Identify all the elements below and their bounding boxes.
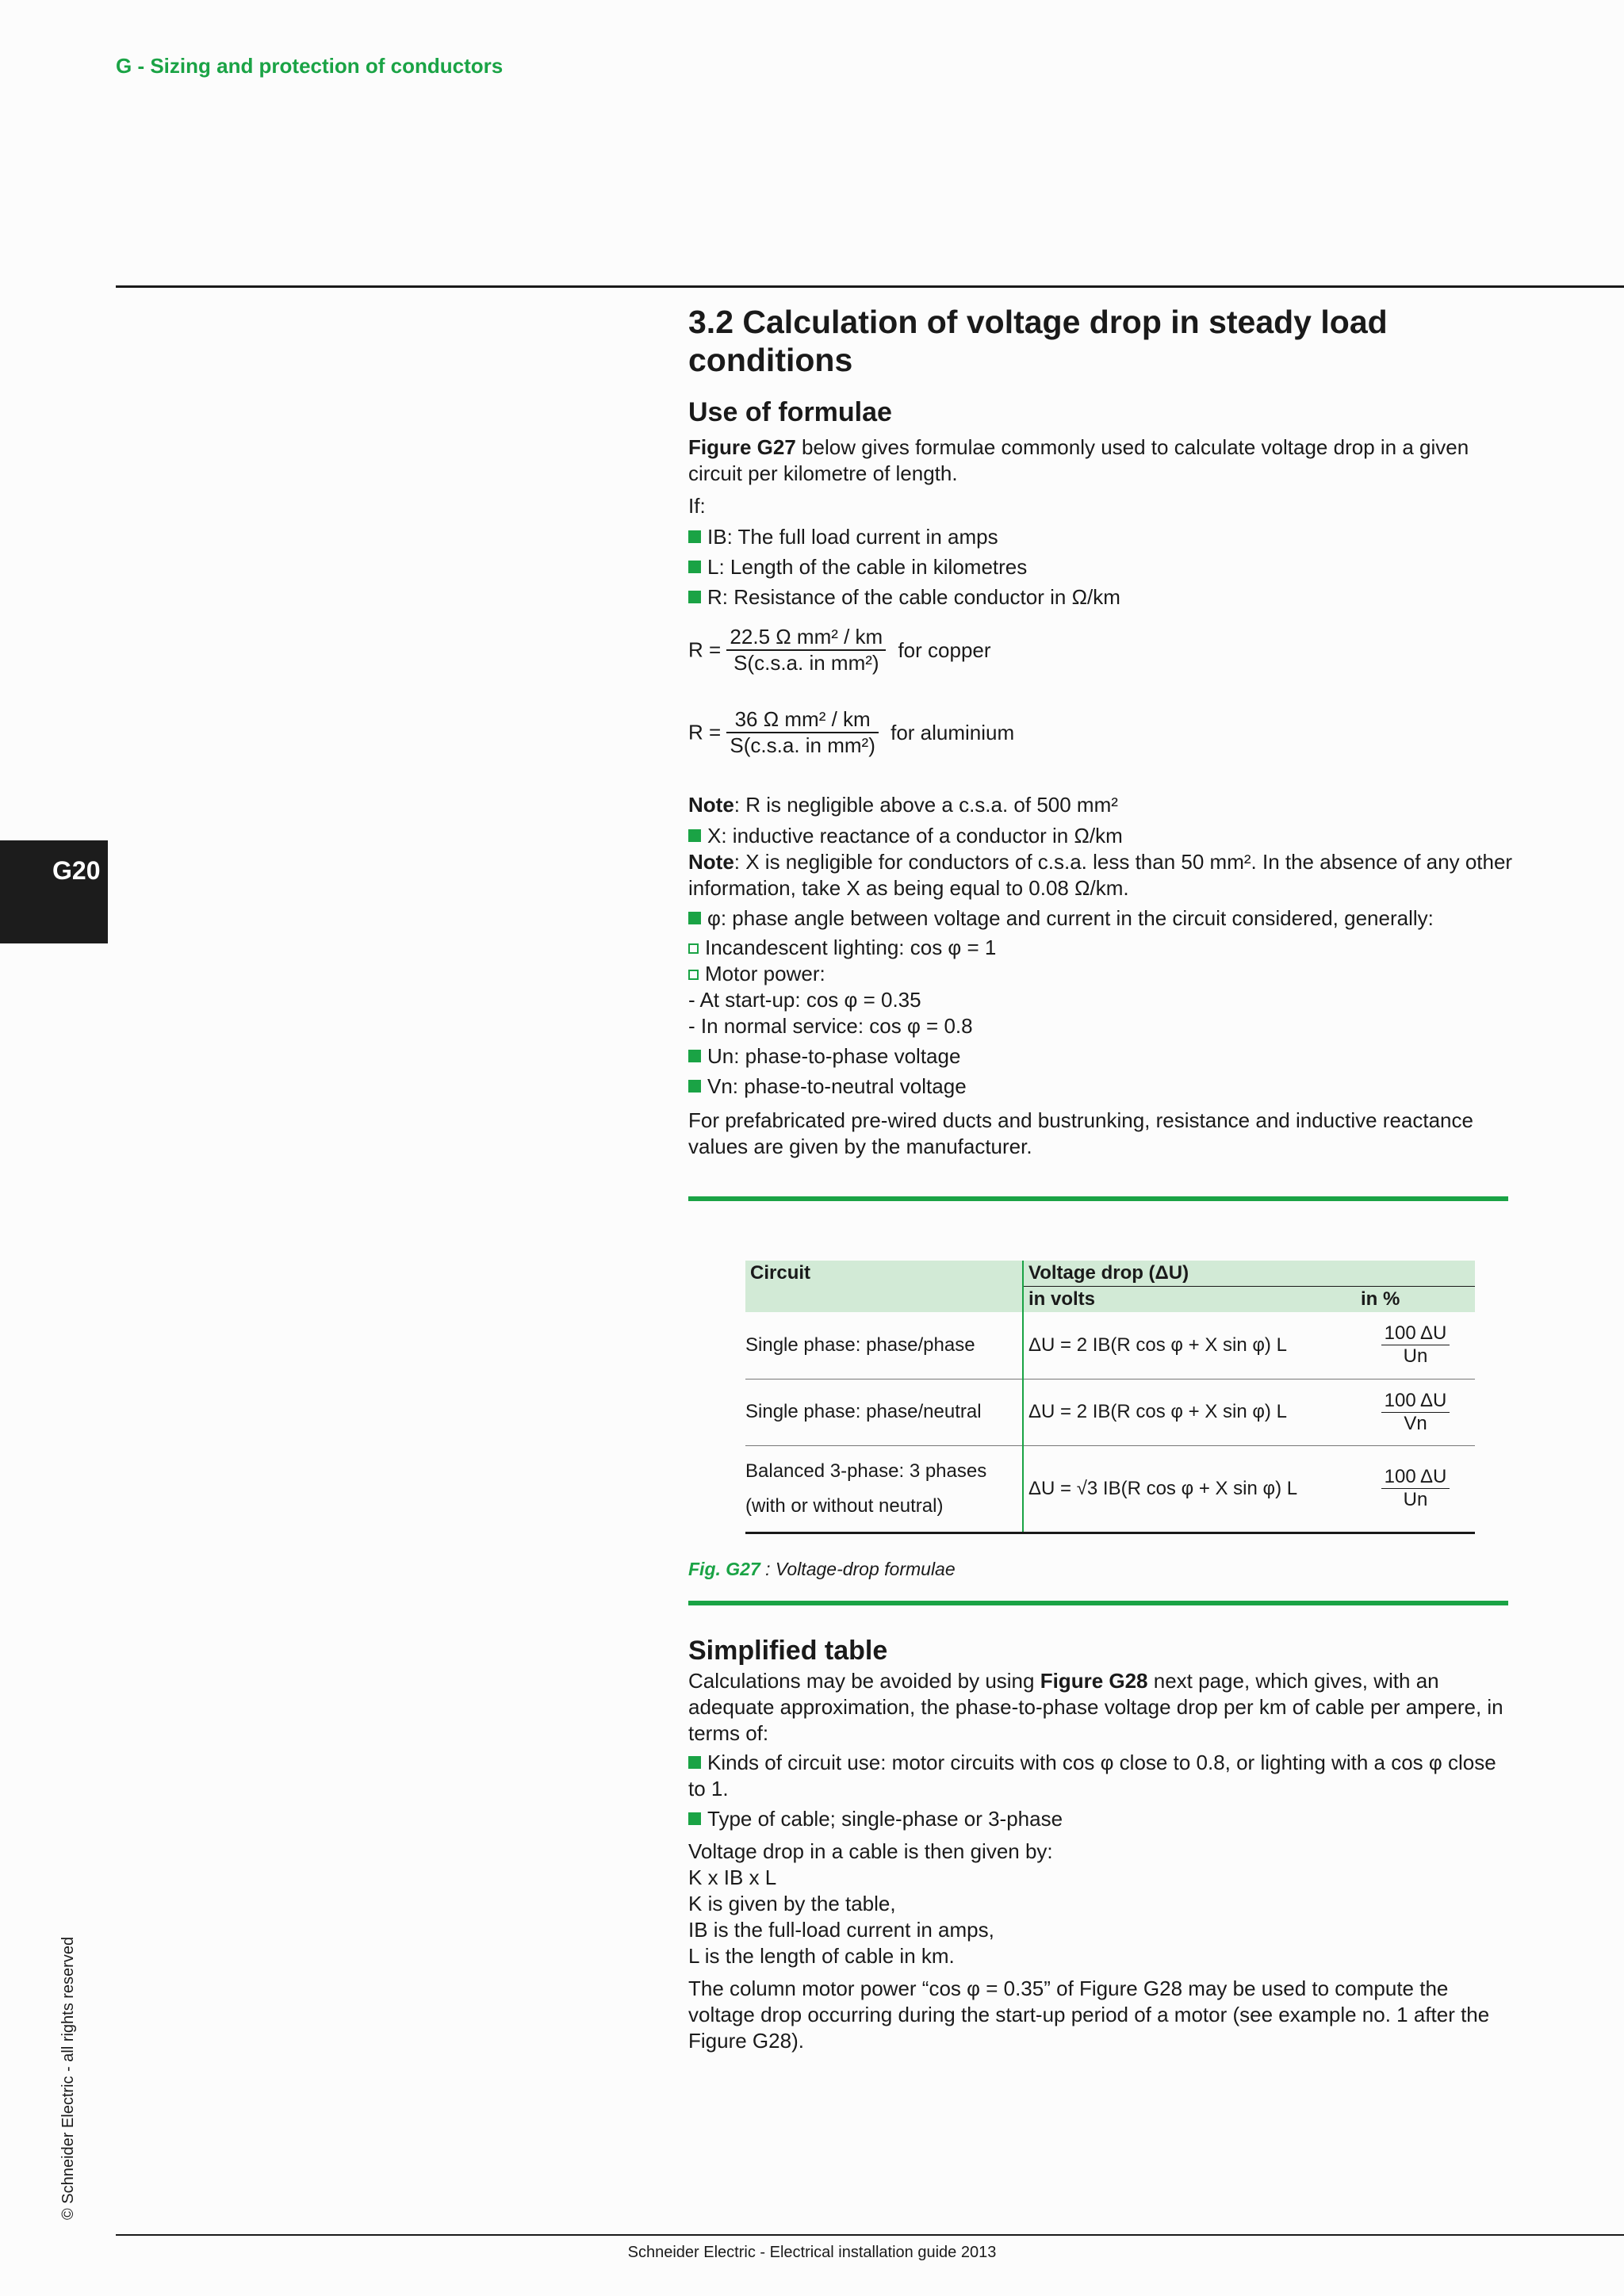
list-item: IB: The full load current in amps (688, 524, 1513, 550)
list-item: L: Length of the cable in kilometres (688, 554, 1513, 580)
bullet-square-icon (688, 1050, 701, 1062)
text-line: L is the length of cable in km. (688, 1944, 955, 1968)
cell-percent: $\frac{100 \Delta U}{Un}$ (1356, 1445, 1475, 1533)
section-title-line2: conditions (688, 342, 853, 378)
if-label: If: (688, 494, 706, 518)
bullet-square-icon (688, 591, 701, 603)
cell-circuit: Balanced 3-phase: 3 phases (with or without neutral) (745, 1460, 987, 1517)
list-item: R: Resistance of the cable conductor in Ω/km (688, 584, 1513, 610)
list-item: Kinds of circuit use: motor circuits with cos φ close to 0.8, or lighting with a cos φ close to 1. (688, 1751, 1496, 1800)
ducts-paragraph: For prefabricated pre-wired ducts and bustrunking, resistance and inductive reactance values are given by the manufacturer. (688, 1108, 1473, 1158)
cell-circuit: Single phase: phase/phase (745, 1334, 975, 1356)
motor-power-paragraph: The column motor power “cos φ = 0.35” of Figure G28 may be used to compute the voltage drop occurring during the start-up period of a motor (see example no. 1 after the Figure G28). (688, 1976, 1490, 2053)
table (745, 1261, 1475, 1534)
fraction: $\frac{\text{22.5 Ω mm² / km}}{\text{S(c.s.a. in mm²)}}$ (726, 625, 886, 675)
header-circuit: Circuit (750, 1262, 811, 1284)
cell-circuit: Single phase: phase/neutral (745, 1401, 982, 1422)
table-header-row (745, 1261, 1475, 1287)
bullet-square-icon (688, 561, 701, 573)
list-item: - At start-up: cos φ = 0.35 (688, 988, 921, 1012)
section-body (688, 303, 1513, 610)
section-title-line1: 3.2 Calculation of voltage drop in steady load (688, 304, 1388, 340)
list-item: - In normal service: cos φ = 0.8 (688, 1014, 973, 1038)
bullet-square-icon (688, 829, 701, 842)
cell-percent: $\frac{100 \Delta U}{Vn}$ (1356, 1379, 1475, 1445)
intro-paragraph (688, 434, 1513, 487)
bullet-hollow-icon (688, 943, 699, 954)
cell-formula: ΔU = 2 IB(R cos φ + X sin φ) L (1023, 1312, 1356, 1379)
note-r: Note: R is negligible above a c.s.a. of 500 mm² (688, 793, 1118, 817)
table-row (745, 1379, 1475, 1445)
voltage-drop-table (745, 1261, 1475, 1534)
chapter-title: G - Sizing and protection of conductors (116, 54, 504, 78)
bottom-rule (116, 2234, 1624, 2236)
list-item: Motor power: (688, 961, 1513, 987)
fraction: $\frac{\text{36 Ω mm² / km}}{\text{S(c.s.a. in mm²)}}$ (726, 707, 878, 758)
list-item: φ: phase angle between voltage and current in the circuit considered, generally: (688, 905, 1513, 932)
figure-ref: Figure G27 (688, 435, 796, 459)
list-item: Incandescent lighting: cos φ = 1 (688, 935, 1513, 961)
page-tab (0, 840, 108, 943)
bullet-square-icon (688, 1756, 701, 1769)
bullet-square-icon (688, 912, 701, 924)
text-line: K x IB x L (688, 1866, 777, 1889)
section-title (688, 303, 1513, 379)
bullet-hollow-icon (688, 970, 699, 980)
header-volts: in volts (1023, 1287, 1356, 1313)
note-x: Note: X is negligible for conductors of c.s.a. less than 50 mm². In the absence of any other information, take X as being equal to 0.08 Ω/km. (688, 850, 1513, 900)
simplified-section (688, 1635, 1513, 2054)
formula-copper: R = $\frac{\text{22.5 Ω mm² / km}}{\text{S(c.s.a. in mm²)}}$ for copper (688, 625, 991, 675)
table-row (745, 1445, 1475, 1533)
text-line: Voltage drop in a cable is then given by: (688, 1839, 1053, 1863)
figure-caption: Fig. G27 : Voltage-drop formulae (688, 1559, 956, 1579)
cell-formula: ΔU = 2 IB(R cos φ + X sin φ) L (1023, 1379, 1356, 1445)
list-item: Un: phase-to-phase voltage (688, 1043, 1513, 1070)
list-item: X: inductive reactance of a conductor in Ω/km (688, 823, 1513, 849)
copyright-notice: © Schneider Electric - all rights reserved (59, 1936, 77, 2220)
list-item: Vn: phase-to-neutral voltage (688, 1073, 1513, 1100)
table-row (745, 1312, 1475, 1379)
header-voltage-drop: Voltage drop (ΔU) (1023, 1261, 1475, 1287)
subheading-formulae: Use of formulae (688, 397, 892, 427)
intro-text: below gives formulae commonly used to calculate voltage drop in a given circuit per kilometre of length. (688, 435, 1469, 485)
list-item: Type of cable; single-phase or 3-phase (688, 1806, 1513, 1832)
simplified-intro: Calculations may be avoided by using Figure G28 next page, which gives, with an adequate approximation, the phase-to-phase voltage drop per km of cable per ampere, in terms of: (688, 1669, 1503, 1745)
formula-aluminium: R = $\frac{\text{36 Ω mm² / km}}{\text{S(c.s.a. in mm²)}}$ for aluminium (688, 707, 1015, 757)
top-rule (116, 285, 1624, 288)
text-line: IB is the full-load current in amps, (688, 1918, 994, 1942)
figure-bottom-rule (688, 1601, 1508, 1605)
figure-top-rule (688, 1196, 1508, 1201)
text-line: K is given by the table, (688, 1892, 896, 1915)
bullet-square-icon (688, 1080, 701, 1093)
subheading-simplified: Simplified table (688, 1636, 888, 1666)
bullet-square-icon (688, 530, 701, 543)
page-tab-label: G20 (52, 856, 101, 885)
bullet-square-icon (688, 1812, 701, 1825)
header-percent: in % (1361, 1288, 1400, 1310)
cell-percent: $\frac{100 \Delta U}{Un}$ (1356, 1312, 1475, 1379)
notes-block (688, 792, 1513, 1160)
page-footer: Schneider Electric - Electrical installation guide 2013 (627, 2244, 997, 2261)
cell-formula: ΔU = √3 IB(R cos φ + X sin φ) L (1023, 1445, 1356, 1533)
